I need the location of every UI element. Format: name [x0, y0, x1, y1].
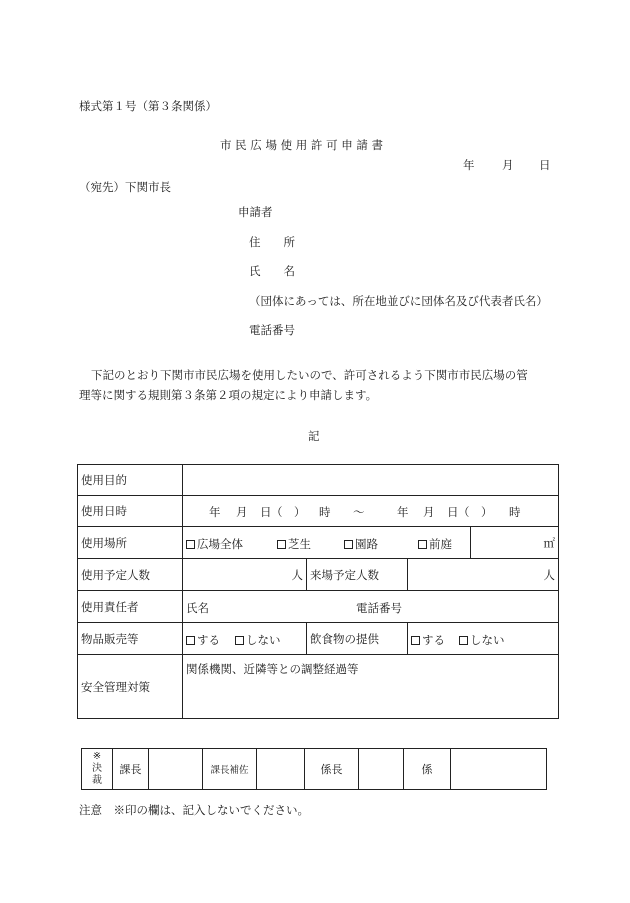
deputy-chief-label: 課長補佐	[203, 749, 257, 790]
sales-options	[183, 623, 307, 655]
datetime-field[interactable]	[183, 496, 559, 527]
manager-field[interactable]	[183, 591, 559, 623]
person-unit: 人	[543, 567, 555, 582]
place-option-whole[interactable]: 広場全体	[186, 536, 243, 552]
to-weekday: （ ）	[458, 505, 493, 519]
place-options	[183, 527, 471, 559]
people-row	[78, 559, 559, 591]
place-option-front-garden[interactable]: 前庭	[418, 536, 452, 552]
phone-label: 電話番号	[249, 323, 295, 337]
checkbox-icon	[418, 540, 427, 549]
date-year: 年	[463, 158, 475, 172]
safety-field[interactable]	[183, 655, 559, 719]
decision-cell: ※ 決 裁	[82, 749, 113, 790]
place-row	[78, 527, 559, 559]
sales-option-yes[interactable]: する	[186, 632, 220, 648]
staff-seal[interactable]	[451, 749, 547, 790]
section-chief-seal[interactable]	[149, 749, 203, 790]
checkbox-icon	[411, 636, 420, 645]
applicant-heading: 申請者	[238, 205, 273, 219]
sales-option-no[interactable]: しない	[235, 632, 281, 648]
staff-label: 係	[404, 749, 451, 790]
place-label: 使用場所	[78, 527, 183, 559]
subsection-chief-label: 係長	[305, 749, 359, 790]
checkbox-icon	[186, 540, 195, 549]
sales-label: 物品販売等	[78, 623, 183, 655]
datetime-row	[78, 496, 559, 527]
planned-visitors-label: 来場予定人数	[307, 559, 408, 591]
form-number: 様式第１号（第３条関係）	[79, 99, 217, 113]
person-unit: 人	[291, 567, 303, 582]
mark-icon: ※	[92, 751, 102, 762]
food-options	[408, 623, 559, 655]
body-text-line2: 理等に関する規則第３条第２項の規定により申請します。	[79, 388, 378, 402]
date-month: 月	[502, 158, 514, 172]
datetime-label: 使用日時	[78, 496, 183, 527]
from-day: 日	[260, 505, 272, 519]
name-label: 氏 名	[249, 264, 295, 278]
area-field[interactable]	[471, 527, 559, 559]
application-table	[77, 464, 559, 719]
food-option-yes[interactable]: する	[411, 632, 445, 648]
to-hour: 時	[509, 505, 521, 519]
form-title: 市 民 広 場 使 用 許 可 申 請 書	[220, 138, 384, 152]
manager-row	[78, 591, 559, 623]
addressee: （宛先）下関市長	[79, 180, 171, 194]
safety-row	[78, 655, 559, 719]
to-month: 月	[423, 505, 435, 519]
from-hour: 時	[319, 505, 331, 519]
purpose-row	[78, 465, 559, 496]
area-unit: ㎡	[543, 535, 555, 550]
planned-users-field[interactable]	[183, 559, 307, 591]
purpose-field[interactable]	[183, 465, 559, 496]
manager-phone-label: 電話番号	[356, 601, 402, 615]
group-note: （団体にあっては、所在地並びに団体名及び代表者氏名）	[249, 294, 548, 308]
from-weekday: （ ）	[271, 505, 306, 519]
planned-visitors-field[interactable]	[408, 559, 559, 591]
from-year: 年	[209, 505, 221, 519]
checkbox-icon	[277, 540, 286, 549]
manager-name-label: 氏名	[186, 601, 209, 615]
food-label: 飲食物の提供	[307, 623, 408, 655]
manager-label: 使用責任者	[78, 591, 183, 623]
checkbox-icon	[344, 540, 353, 549]
to-year: 年	[397, 505, 409, 519]
deputy-chief-seal[interactable]	[257, 749, 305, 790]
safety-label: 安全管理対策	[78, 655, 183, 719]
food-option-no[interactable]: しない	[459, 632, 505, 648]
approval-table	[81, 748, 547, 790]
place-option-path[interactable]: 園路	[344, 536, 378, 552]
body-text-line1: 下記のとおり下関市市民広場を使用したいので、許可されるよう下関市市民広場の管	[91, 368, 528, 382]
checkbox-icon	[459, 636, 468, 645]
date-day: 日	[539, 158, 551, 172]
planned-users-label: 使用予定人数	[78, 559, 183, 591]
sales-row	[78, 623, 559, 655]
ki-heading: 記	[308, 429, 320, 443]
address-label: 住 所	[249, 235, 295, 249]
note: 注意 ※印の欄は、記入しないでください。	[79, 803, 309, 817]
checkbox-icon	[186, 636, 195, 645]
subsection-chief-seal[interactable]	[359, 749, 404, 790]
checkbox-icon	[235, 636, 244, 645]
place-option-lawn[interactable]: 芝生	[277, 536, 311, 552]
range-tilde: ～	[353, 505, 365, 519]
section-chief-label: 課長	[113, 749, 149, 790]
to-day: 日	[447, 505, 459, 519]
purpose-label: 使用目的	[78, 465, 183, 496]
safety-note: 関係機関、近隣等との調整経過等	[186, 662, 359, 676]
from-month: 月	[236, 505, 248, 519]
